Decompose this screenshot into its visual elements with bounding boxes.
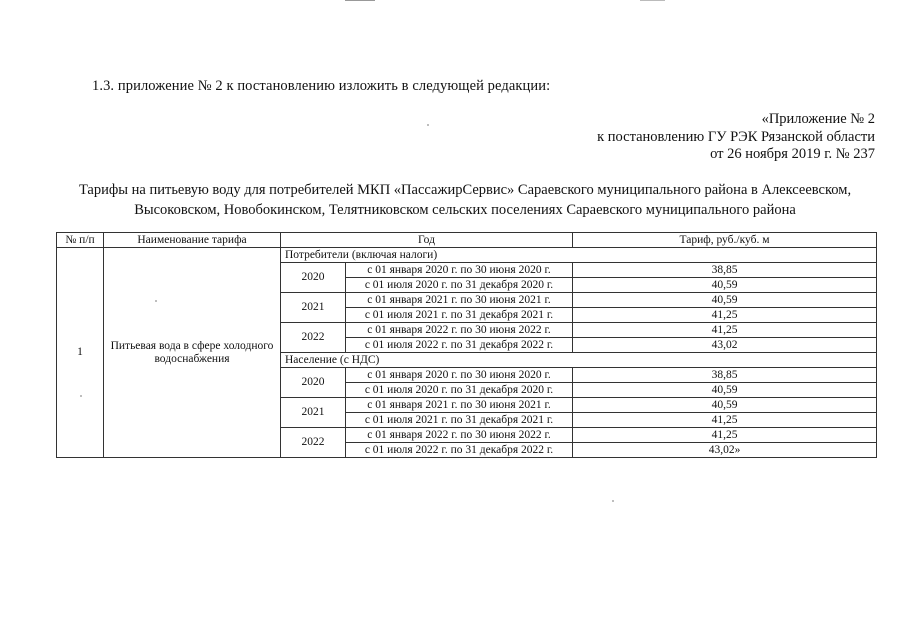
header-year: Год (281, 233, 573, 248)
year-cell: 2020 (281, 368, 346, 398)
period-cell: с 01 июля 2021 г. по 31 декабря 2021 г. (346, 413, 573, 428)
year-cell: 2021 (281, 398, 346, 428)
scan-speck (155, 300, 157, 302)
scan-speck (427, 124, 429, 126)
tariff-value-cell: 38,85 (573, 263, 877, 278)
period-cell: с 01 января 2021 г. по 30 июня 2021 г. (346, 398, 573, 413)
tariff-value-cell: 43,02» (573, 443, 877, 458)
appendix-header (597, 111, 875, 164)
header-tariff: Тариф, руб./куб. м (573, 233, 877, 248)
period-cell: с 01 января 2020 г. по 30 июня 2020 г. (346, 263, 573, 278)
group-row (57, 248, 877, 263)
year-cell: 2020 (281, 263, 346, 293)
period-cell: с 01 января 2021 г. по 30 июня 2021 г. (346, 293, 573, 308)
table-title (40, 180, 890, 220)
scan-speck (612, 500, 614, 502)
tariff-value-cell: 38,85 (573, 368, 877, 383)
table-body (57, 248, 877, 458)
tariff-value-cell: 41,25 (573, 323, 877, 338)
period-cell: с 01 января 2022 г. по 30 июня 2022 г. (346, 323, 573, 338)
tariff-value-cell: 41,25 (573, 428, 877, 443)
tariff-value-cell: 40,59 (573, 383, 877, 398)
amendment-paragraph: 1.3. приложение № 2 к постановлению изложить в следующей редакции: (92, 78, 551, 94)
consumer-group-label: Потребители (включая налоги) (281, 248, 877, 263)
period-cell: с 01 июля 2020 г. по 31 декабря 2020 г. (346, 383, 573, 398)
title-line: Тарифы на питьевую воду для потребителей МКП «ПассажирСервис» Сараевского муниципального района в Алексеевском, (78, 182, 852, 198)
scan-mark (640, 0, 665, 1)
appendix-line: «Приложение № 2 (761, 111, 875, 127)
tariff-value-cell: 43,02 (573, 338, 877, 353)
header-num: № п/п (57, 233, 104, 248)
scan-speck (80, 395, 82, 397)
tariff-value-cell: 40,59 (573, 293, 877, 308)
appendix-line: от 26 ноября 2019 г. № 237 (710, 146, 875, 162)
consumer-group-label: Население (с НДС) (281, 353, 877, 368)
row-number: 1 (57, 248, 104, 458)
table-header-row (57, 233, 877, 248)
year-cell: 2021 (281, 293, 346, 323)
period-cell: с 01 июля 2022 г. по 31 декабря 2022 г. (346, 338, 573, 353)
title-line: Высоковском, Новобокинском, Телятниковском сельских поселениях Сараевского муниципального района (134, 202, 796, 218)
tariff-table (56, 232, 877, 458)
tariff-name: Питьевая вода в сфере холодного водоснабжения (104, 248, 281, 458)
tariff-value-cell: 40,59 (573, 278, 877, 293)
period-cell: с 01 июля 2021 г. по 31 декабря 2021 г. (346, 308, 573, 323)
period-cell: с 01 января 2020 г. по 30 июня 2020 г. (346, 368, 573, 383)
tariff-value-cell: 41,25 (573, 308, 877, 323)
period-cell: с 01 июля 2020 г. по 31 декабря 2020 г. (346, 278, 573, 293)
header-name: Наименование тарифа (104, 233, 281, 248)
tariff-value-cell: 40,59 (573, 398, 877, 413)
year-cell: 2022 (281, 323, 346, 353)
period-cell: с 01 июля 2022 г. по 31 декабря 2022 г. (346, 443, 573, 458)
year-cell: 2022 (281, 428, 346, 458)
scan-mark (345, 0, 375, 1)
tariff-value-cell: 41,25 (573, 413, 877, 428)
period-cell: с 01 января 2022 г. по 30 июня 2022 г. (346, 428, 573, 443)
appendix-line: к постановлению ГУ РЭК Рязанской области (597, 128, 875, 145)
